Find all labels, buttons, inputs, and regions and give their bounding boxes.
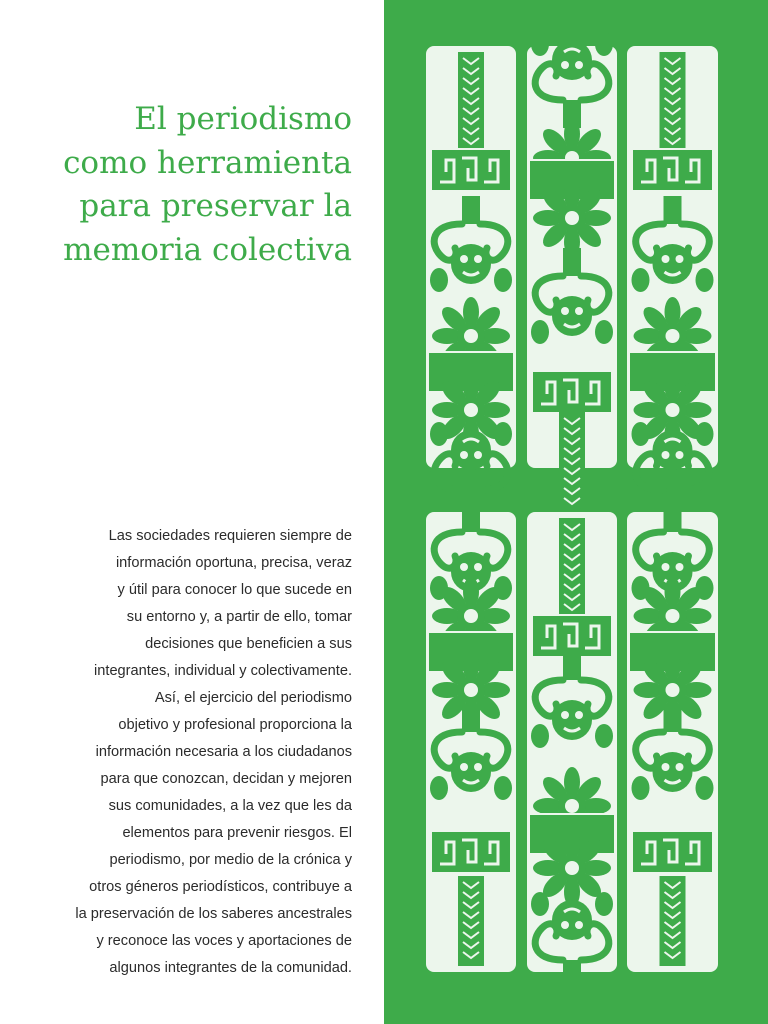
- body-line: información oportuna, precisa, veraz: [115, 555, 352, 571]
- greek-key-icon: [533, 372, 611, 412]
- body-line: elementos para prevenir riesgos. El: [122, 825, 352, 841]
- body-line: periodismo, por medio de la crónica y: [109, 852, 352, 868]
- body-paragraph: [22, 523, 352, 982]
- greek-key-icon: [633, 832, 712, 872]
- stripe-icon: [660, 52, 686, 148]
- title-line: El periodismo: [134, 101, 352, 137]
- greek-key-icon: [432, 832, 510, 872]
- body-line: otros géneros periodísticos, contribuye a: [89, 879, 352, 895]
- stripe-icon: [458, 876, 484, 966]
- greek-key-icon: [633, 150, 712, 190]
- stripe-icon: [559, 412, 585, 508]
- title-line: para preservar la: [79, 188, 352, 224]
- decorative-panel: [384, 0, 768, 1024]
- body-line: integrantes, individual y colectivamente.: [94, 663, 352, 679]
- title-line: como herramienta: [63, 144, 352, 181]
- figure-icon: [632, 422, 714, 518]
- page-title: [22, 98, 352, 272]
- body-line: y útil para conocer lo que sucede en: [117, 582, 352, 598]
- stripe-icon: [559, 518, 585, 614]
- body-line: Así, el ejercicio del periodismo: [154, 690, 352, 706]
- body-line: la preservación de los saberes ancestrales: [75, 906, 352, 922]
- body-line: sus comunidades, a la vez que les da: [108, 798, 352, 814]
- greek-key-icon: [432, 150, 510, 190]
- body-line: algunos integrantes de la comunidad.: [109, 960, 352, 976]
- ornament-pattern: [384, 0, 768, 1024]
- body-line: objetivo y profesional proporciona la: [118, 717, 352, 733]
- greek-key-icon: [533, 616, 611, 656]
- body-line: información necesaria a los ciudadanos: [95, 744, 352, 760]
- stripe-icon: [660, 876, 686, 966]
- figure-icon: [430, 422, 512, 518]
- stripe-icon: [458, 52, 484, 148]
- body-line: su entorno y, a partir de ello, tomar: [126, 609, 352, 625]
- flower-icon: [533, 179, 611, 257]
- title-line: memoria colectiva: [63, 231, 352, 268]
- body-line: decisiones que beneficien a sus: [145, 636, 352, 652]
- body-line: y reconoce las voces y aportaciones de: [96, 933, 352, 949]
- body-line: para que conozcan, decidan y mejoren: [100, 771, 352, 787]
- body-line: Las sociedades requieren siempre de: [108, 528, 352, 544]
